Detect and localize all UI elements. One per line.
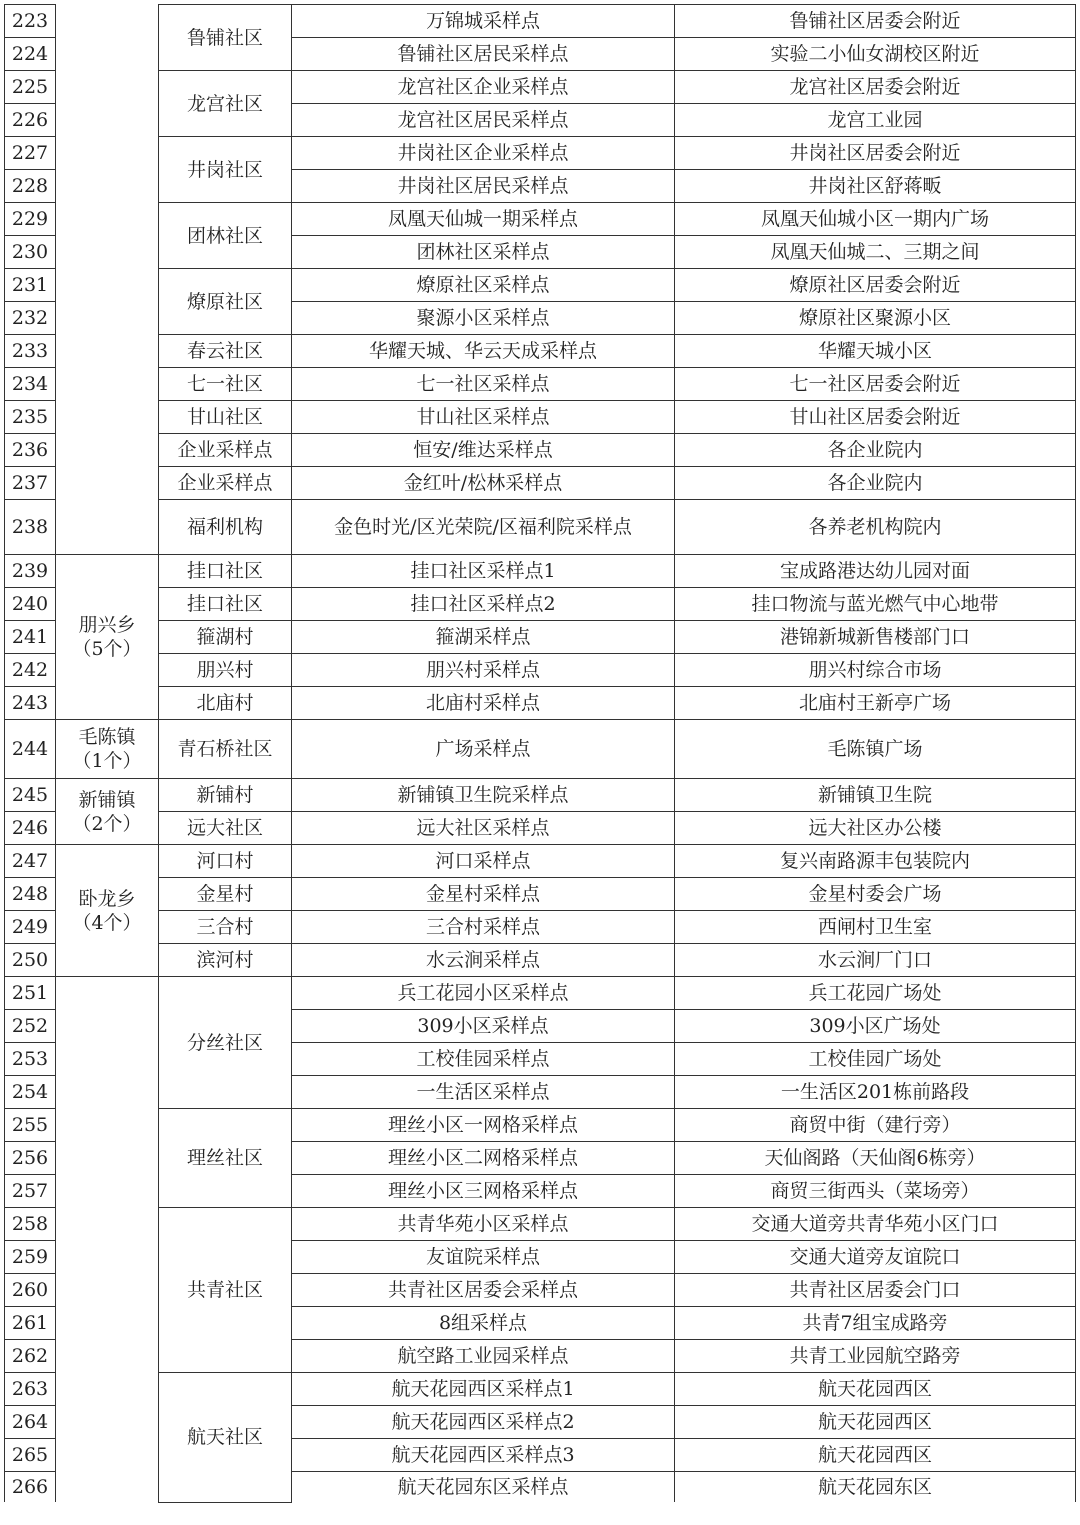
row-number-cell: 226 — [5, 104, 56, 137]
community-cell: 箍湖村 — [159, 621, 292, 654]
location-cell: 天仙阁路（天仙阁6栋旁） — [675, 1142, 1076, 1175]
location-cell: 西闸村卫生室 — [675, 911, 1076, 944]
location-cell: 商贸中街（建行旁） — [675, 1109, 1076, 1142]
sampling-point-cell: 箍湖采样点 — [292, 621, 675, 654]
location-cell: 华耀天城小区 — [675, 335, 1076, 368]
row-number-cell: 223 — [5, 5, 56, 38]
row-number-cell: 254 — [5, 1076, 56, 1109]
row-number-cell: 246 — [5, 812, 56, 845]
table-row — [5, 203, 1076, 236]
row-number-cell: 242 — [5, 654, 56, 687]
row-number-cell: 253 — [5, 1043, 56, 1076]
location-cell: 井岗社区舒蒋畈 — [675, 170, 1076, 203]
row-number-cell: 233 — [5, 335, 56, 368]
table-row — [5, 71, 1076, 104]
table-row — [5, 137, 1076, 170]
row-number-cell: 264 — [5, 1406, 56, 1439]
row-number-cell: 250 — [5, 944, 56, 977]
row-number-cell: 227 — [5, 137, 56, 170]
community-cell: 挂口社区 — [159, 555, 292, 588]
row-number-cell: 245 — [5, 779, 56, 812]
township-count: （5个） — [72, 638, 142, 660]
sampling-point-cell: 航天花园西区采样点3 — [292, 1439, 675, 1472]
table-row — [5, 977, 1076, 1010]
sampling-point-cell: 兵工花园小区采样点 — [292, 977, 675, 1010]
location-cell: 工校佳园广场处 — [675, 1043, 1076, 1076]
township-cell — [56, 5, 159, 555]
location-cell: 共青工业园航空路旁 — [675, 1340, 1076, 1373]
sampling-point-cell: 工校佳园采样点 — [292, 1043, 675, 1076]
table-row — [5, 654, 1076, 687]
table-row — [5, 368, 1076, 401]
row-number-cell: 231 — [5, 269, 56, 302]
location-cell: 309小区广场处 — [675, 1010, 1076, 1043]
location-cell: 兵工花园广场处 — [675, 977, 1076, 1010]
sampling-point-cell: 金红叶/松林采样点 — [292, 467, 675, 500]
sampling-point-cell: 龙宫社区居民采样点 — [292, 104, 675, 137]
community-cell: 金星村 — [159, 878, 292, 911]
table-row — [5, 845, 1076, 878]
table-row — [5, 335, 1076, 368]
table-row — [5, 588, 1076, 621]
row-number-cell: 239 — [5, 555, 56, 588]
row-number-cell: 237 — [5, 467, 56, 500]
location-cell: 航天花园西区 — [675, 1406, 1076, 1439]
sampling-point-cell: 挂口社区采样点2 — [292, 588, 675, 621]
community-cell: 远大社区 — [159, 812, 292, 845]
row-number-cell: 248 — [5, 878, 56, 911]
table-body — [5, 5, 1076, 1503]
row-number-cell: 251 — [5, 977, 56, 1010]
township-count: （1个） — [72, 750, 142, 772]
community-cell: 福利机构 — [159, 500, 292, 555]
sampling-point-cell: 友谊院采样点 — [292, 1241, 675, 1274]
community-cell: 三合村 — [159, 911, 292, 944]
table-row — [5, 1373, 1076, 1406]
location-cell: 航天花园东区 — [675, 1472, 1076, 1503]
sampling-point-cell: 金星村采样点 — [292, 878, 675, 911]
sampling-point-cell: 远大社区采样点 — [292, 812, 675, 845]
community-cell: 航天社区 — [159, 1373, 292, 1503]
community-cell: 春云社区 — [159, 335, 292, 368]
location-cell: 航天花园西区 — [675, 1439, 1076, 1472]
community-cell: 井岗社区 — [159, 137, 292, 203]
table-row — [5, 1109, 1076, 1142]
location-cell: 交通大道旁友谊院口 — [675, 1241, 1076, 1274]
community-cell: 企业采样点 — [159, 434, 292, 467]
table-row — [5, 269, 1076, 302]
location-cell: 商贸三街西头（菜场旁） — [675, 1175, 1076, 1208]
sampling-points-table — [4, 4, 1076, 1503]
row-number-cell: 256 — [5, 1142, 56, 1175]
location-cell: 实验二小仙女湖校区附近 — [675, 38, 1076, 71]
sampling-point-cell: 恒安/维达采样点 — [292, 434, 675, 467]
location-cell: 复兴南路源丰包装院内 — [675, 845, 1076, 878]
table-row — [5, 812, 1076, 845]
community-cell: 朋兴村 — [159, 654, 292, 687]
sampling-point-cell: 理丝小区二网格采样点 — [292, 1142, 675, 1175]
table-row — [5, 500, 1076, 555]
table-row — [5, 5, 1076, 38]
row-number-cell: 243 — [5, 687, 56, 720]
row-number-cell: 258 — [5, 1208, 56, 1241]
sampling-point-cell: 航空路工业园采样点 — [292, 1340, 675, 1373]
sampling-point-cell: 金色时光/区光荣院/区福利院采样点 — [292, 500, 675, 555]
sampling-point-cell: 华耀天城、华云天成采样点 — [292, 335, 675, 368]
location-cell: 水云涧厂门口 — [675, 944, 1076, 977]
table-row — [5, 621, 1076, 654]
location-cell: 鲁铺社区居委会附近 — [675, 5, 1076, 38]
row-number-cell: 266 — [5, 1472, 56, 1503]
row-number-cell: 241 — [5, 621, 56, 654]
community-cell: 北庙村 — [159, 687, 292, 720]
row-number-cell: 229 — [5, 203, 56, 236]
location-cell: 交通大道旁共青华苑小区门口 — [675, 1208, 1076, 1241]
sampling-point-cell: 聚源小区采样点 — [292, 302, 675, 335]
sampling-point-cell: 8组采样点 — [292, 1307, 675, 1340]
location-cell: 燎原社区居委会附近 — [675, 269, 1076, 302]
sampling-point-cell: 井岗社区居民采样点 — [292, 170, 675, 203]
community-cell: 河口村 — [159, 845, 292, 878]
location-cell: 宝成路港达幼儿园对面 — [675, 555, 1076, 588]
community-cell: 理丝社区 — [159, 1109, 292, 1208]
sampling-point-cell: 航天花园东区采样点 — [292, 1472, 675, 1503]
township-count: （4个） — [72, 911, 142, 934]
sampling-point-cell: 共青社区居委会采样点 — [292, 1274, 675, 1307]
sampling-point-cell: 三合村采样点 — [292, 911, 675, 944]
table-row — [5, 720, 1076, 779]
sampling-point-cell: 一生活区采样点 — [292, 1076, 675, 1109]
table-row — [5, 434, 1076, 467]
sampling-point-cell: 北庙村采样点 — [292, 687, 675, 720]
location-cell: 各养老机构院内 — [675, 500, 1076, 555]
row-number-cell: 257 — [5, 1175, 56, 1208]
location-cell: 共青社区居委会门口 — [675, 1274, 1076, 1307]
location-cell: 龙宫社区居委会附近 — [675, 71, 1076, 104]
row-number-cell: 236 — [5, 434, 56, 467]
row-number-cell: 247 — [5, 845, 56, 878]
row-number-cell: 238 — [5, 500, 56, 555]
community-cell: 七一社区 — [159, 368, 292, 401]
township-name: 卧龙乡 — [78, 887, 136, 910]
township-cell — [56, 845, 159, 977]
location-cell: 井岗社区居委会附近 — [675, 137, 1076, 170]
row-number-cell: 230 — [5, 236, 56, 269]
location-cell: 共青7组宝成路旁 — [675, 1307, 1076, 1340]
row-number-cell: 259 — [5, 1241, 56, 1274]
location-cell: 燎原社区聚源小区 — [675, 302, 1076, 335]
row-number-cell: 265 — [5, 1439, 56, 1472]
township-cell — [56, 977, 159, 1503]
location-cell: 北庙村王新亭广场 — [675, 687, 1076, 720]
location-cell: 甘山社区居委会附近 — [675, 401, 1076, 434]
sampling-point-cell: 河口采样点 — [292, 845, 675, 878]
row-number-cell: 228 — [5, 170, 56, 203]
row-number-cell: 263 — [5, 1373, 56, 1406]
sampling-point-cell: 新铺镇卫生院采样点 — [292, 779, 675, 812]
location-cell: 各企业院内 — [675, 467, 1076, 500]
location-cell: 朋兴村综合市场 — [675, 654, 1076, 687]
table-row — [5, 878, 1076, 911]
location-cell: 航天花园西区 — [675, 1373, 1076, 1406]
sampling-point-cell: 凤凰天仙城一期采样点 — [292, 203, 675, 236]
sampling-point-cell: 航天花园西区采样点2 — [292, 1406, 675, 1439]
sampling-point-cell: 龙宫社区企业采样点 — [292, 71, 675, 104]
township-count: （2个） — [72, 812, 142, 835]
sampling-point-cell: 团林社区采样点 — [292, 236, 675, 269]
community-cell: 鲁铺社区 — [159, 5, 292, 71]
community-cell: 青石桥社区 — [159, 720, 292, 779]
row-number-cell: 240 — [5, 588, 56, 621]
sampling-point-cell: 共青华苑小区采样点 — [292, 1208, 675, 1241]
location-cell: 挂口物流与蓝光燃气中心地带 — [675, 588, 1076, 621]
sampling-point-cell: 鲁铺社区居民采样点 — [292, 38, 675, 71]
location-cell: 港锦新城新售楼部门口 — [675, 621, 1076, 654]
sampling-point-cell: 309小区采样点 — [292, 1010, 675, 1043]
community-cell: 共青社区 — [159, 1208, 292, 1373]
row-number-cell: 249 — [5, 911, 56, 944]
table-row — [5, 467, 1076, 500]
location-cell: 凤凰天仙城小区一期内广场 — [675, 203, 1076, 236]
location-cell: 远大社区办公楼 — [675, 812, 1076, 845]
community-cell: 甘山社区 — [159, 401, 292, 434]
row-number-cell: 261 — [5, 1307, 56, 1340]
table-row — [5, 1208, 1076, 1241]
row-number-cell: 224 — [5, 38, 56, 71]
location-cell: 一生活区201栋前路段 — [675, 1076, 1076, 1109]
township-cell — [56, 720, 159, 779]
table-row — [5, 779, 1076, 812]
row-number-cell: 262 — [5, 1340, 56, 1373]
row-number-cell: 234 — [5, 368, 56, 401]
row-number-cell: 232 — [5, 302, 56, 335]
location-cell: 龙宫工业园 — [675, 104, 1076, 137]
community-cell: 团林社区 — [159, 203, 292, 269]
sampling-point-cell: 朋兴村采样点 — [292, 654, 675, 687]
row-number-cell: 252 — [5, 1010, 56, 1043]
location-cell: 凤凰天仙城二、三期之间 — [675, 236, 1076, 269]
location-cell: 新铺镇卫生院 — [675, 779, 1076, 812]
sampling-point-cell: 理丝小区三网格采样点 — [292, 1175, 675, 1208]
row-number-cell: 260 — [5, 1274, 56, 1307]
table-row — [5, 555, 1076, 588]
township-name: 毛陈镇 — [78, 726, 136, 748]
community-cell: 新铺村 — [159, 779, 292, 812]
sampling-point-cell: 万锦城采样点 — [292, 5, 675, 38]
sampling-point-cell: 燎原社区采样点 — [292, 269, 675, 302]
township-cell — [56, 555, 159, 720]
row-number-cell: 244 — [5, 720, 56, 779]
community-cell: 企业采样点 — [159, 467, 292, 500]
sampling-point-cell: 挂口社区采样点1 — [292, 555, 675, 588]
location-cell: 各企业院内 — [675, 434, 1076, 467]
sampling-point-cell: 甘山社区采样点 — [292, 401, 675, 434]
location-cell: 金星村委会广场 — [675, 878, 1076, 911]
row-number-cell: 255 — [5, 1109, 56, 1142]
sampling-points-table-wrapper — [4, 4, 1076, 1503]
community-cell: 分丝社区 — [159, 977, 292, 1109]
community-cell: 燎原社区 — [159, 269, 292, 335]
sampling-point-cell: 七一社区采样点 — [292, 368, 675, 401]
township-name: 新铺镇 — [78, 788, 136, 811]
location-cell: 毛陈镇广场 — [675, 720, 1076, 779]
sampling-point-cell: 航天花园西区采样点1 — [292, 1373, 675, 1406]
community-cell: 龙宫社区 — [159, 71, 292, 137]
table-row — [5, 401, 1076, 434]
sampling-point-cell: 广场采样点 — [292, 720, 675, 779]
sampling-point-cell: 理丝小区一网格采样点 — [292, 1109, 675, 1142]
sampling-point-cell: 井岗社区企业采样点 — [292, 137, 675, 170]
table-row — [5, 911, 1076, 944]
row-number-cell: 225 — [5, 71, 56, 104]
community-cell: 滨河村 — [159, 944, 292, 977]
sampling-point-cell: 水云涧采样点 — [292, 944, 675, 977]
table-row — [5, 944, 1076, 977]
row-number-cell: 235 — [5, 401, 56, 434]
township-name: 朋兴乡 — [78, 614, 136, 636]
community-cell: 挂口社区 — [159, 588, 292, 621]
location-cell: 七一社区居委会附近 — [675, 368, 1076, 401]
township-cell — [56, 779, 159, 845]
table-row — [5, 687, 1076, 720]
